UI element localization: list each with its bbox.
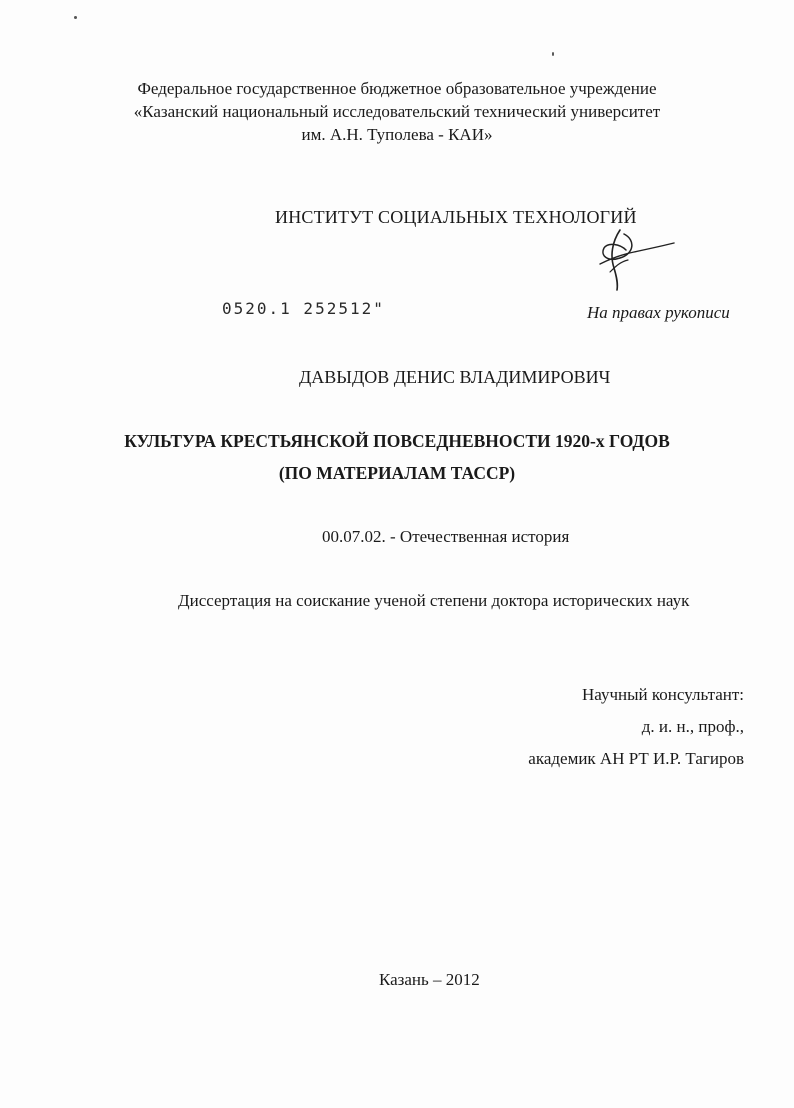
handwritten-signature — [590, 222, 680, 292]
specialty-code: 00.07.02. - Отечественная история — [322, 527, 570, 546]
scan-speck — [74, 16, 77, 19]
inventory-number: 0520.1 252512" — [222, 299, 385, 318]
institution-line-2: «Казанский национальный исследовательский технический университет — [133, 102, 661, 121]
city-year-footer: Казань – 2012 — [379, 970, 480, 989]
institute-name: ИНСТИТУТ СОЦИАЛЬНЫХ ТЕХНОЛОГИЙ — [275, 207, 637, 227]
dissertation-degree-statement: Диссертация на соискание ученой степени доктора исторических наук — [178, 591, 690, 610]
consultant-degree: д. и. н., проф., — [641, 717, 744, 736]
dissertation-title-line-1: КУЛЬТУРА КРЕСТЬЯНСКОЙ ПОВСЕДНЕВНОСТИ 1920-х ГОДОВ — [124, 431, 670, 451]
manuscript-rights-label: На правах рукописи — [587, 303, 730, 322]
consultant-label: Научный консультант: — [582, 685, 744, 704]
author-name: ДАВЫДОВ ДЕНИС ВЛАДИМИРОВИЧ — [299, 367, 611, 387]
institution-line-1: Федеральное государственное бюджетное образовательное учреждение — [137, 79, 657, 98]
consultant-name: академик АН РТ И.Р. Тагиров — [528, 749, 744, 768]
dissertation-title-line-2: (ПО МАТЕРИАЛАМ ТАССР) — [278, 463, 516, 483]
institution-line-3: им. А.Н. Туполева - КАИ» — [301, 125, 493, 144]
scan-speck — [552, 52, 554, 56]
